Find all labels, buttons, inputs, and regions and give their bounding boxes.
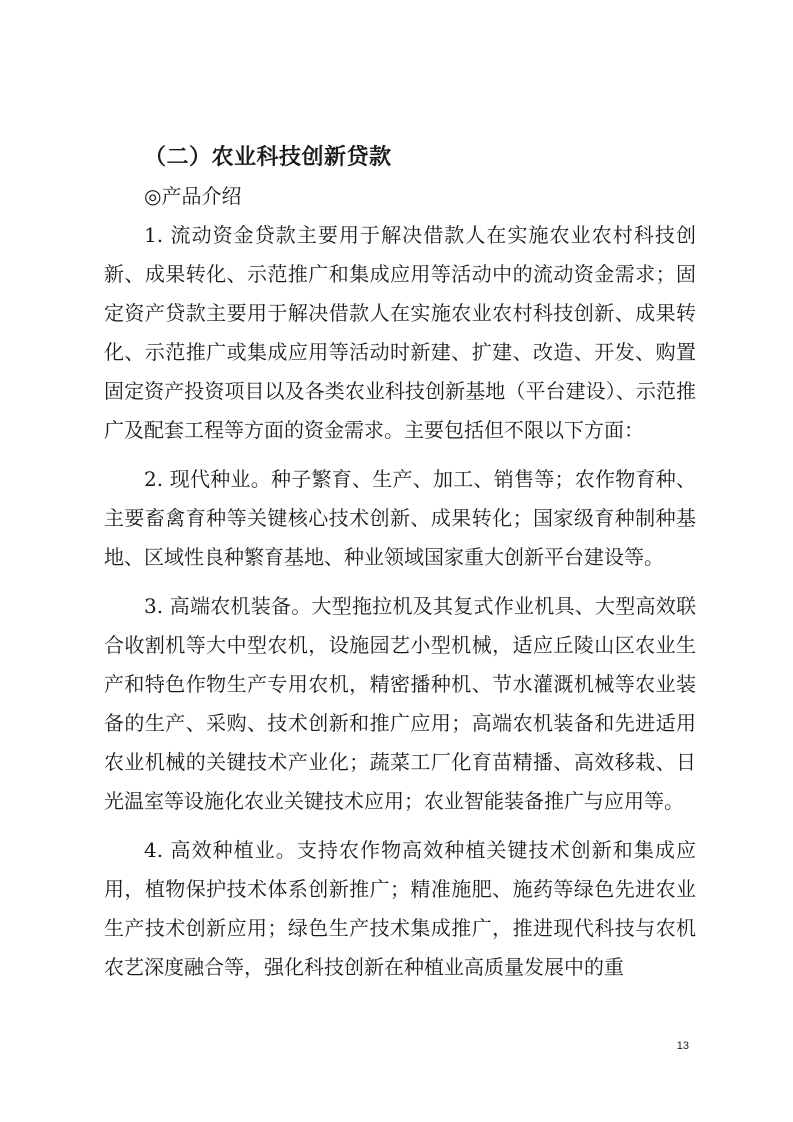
paragraph-3: 3. 高端农机装备。大型拖拉机及其复式作业机具、大型高效联合收割机等大中型农机，设施园艺小型机械，适应丘陵山区农业生产和特色作物生产专用农机，精密播种机、节水灌溉机械等农业装备的生产、采购、技术创新和推广应用；高端农机装备和先进适用农业机械的关键技术产业化；蔬菜工厂化育苗精播、高效移栽、日光温室等设施化农业关键技术应用；农业智能装备推广与应用等。 [104,594,696,813]
section-heading: （二）农业科技创新贷款 [144,145,392,170]
section-subheading: ◎产品介绍 [144,184,242,208]
page-number: 13 [676,1040,689,1052]
paragraph-4: 4. 高效种植业。支持农作物高效种植关键技术创新和集成应用，植物保护技术体系创新推广；精准施肥、施药等绿色先进农业生产技术创新应用；绿色生产技术集成推广，推进现代科技与农机农艺深度融合等，强化科技创新在种植业高质量发展中的重 [104,838,696,979]
paragraph-2: 2. 现代种业。种子繁育、生产、加工、销售等；农作物育种、主要畜禽育种等关键核心技术创新、成果转化；国家级育种制种基地、区域性良种繁育基地、种业领域国家重大创新平台建设等。 [104,467,696,569]
page-content [104,138,696,997]
paragraph-1: 1. 流动资金贷款主要用于解决借款人在实施农业农村科技创新、成果转化、示范推广和集成应用等活动中的流动资金需求；固定资产贷款主要用于解决借款人在实施农业农村科技创新、成果转化、示范推广或集成应用等活动时新建、扩建、改造、开发、购置固定资产投资项目以及各类农业科技创新基地（平台建设）、示范推广及配套工程等方面的资金需求。主要包括但不限以下方面： [104,223,696,442]
